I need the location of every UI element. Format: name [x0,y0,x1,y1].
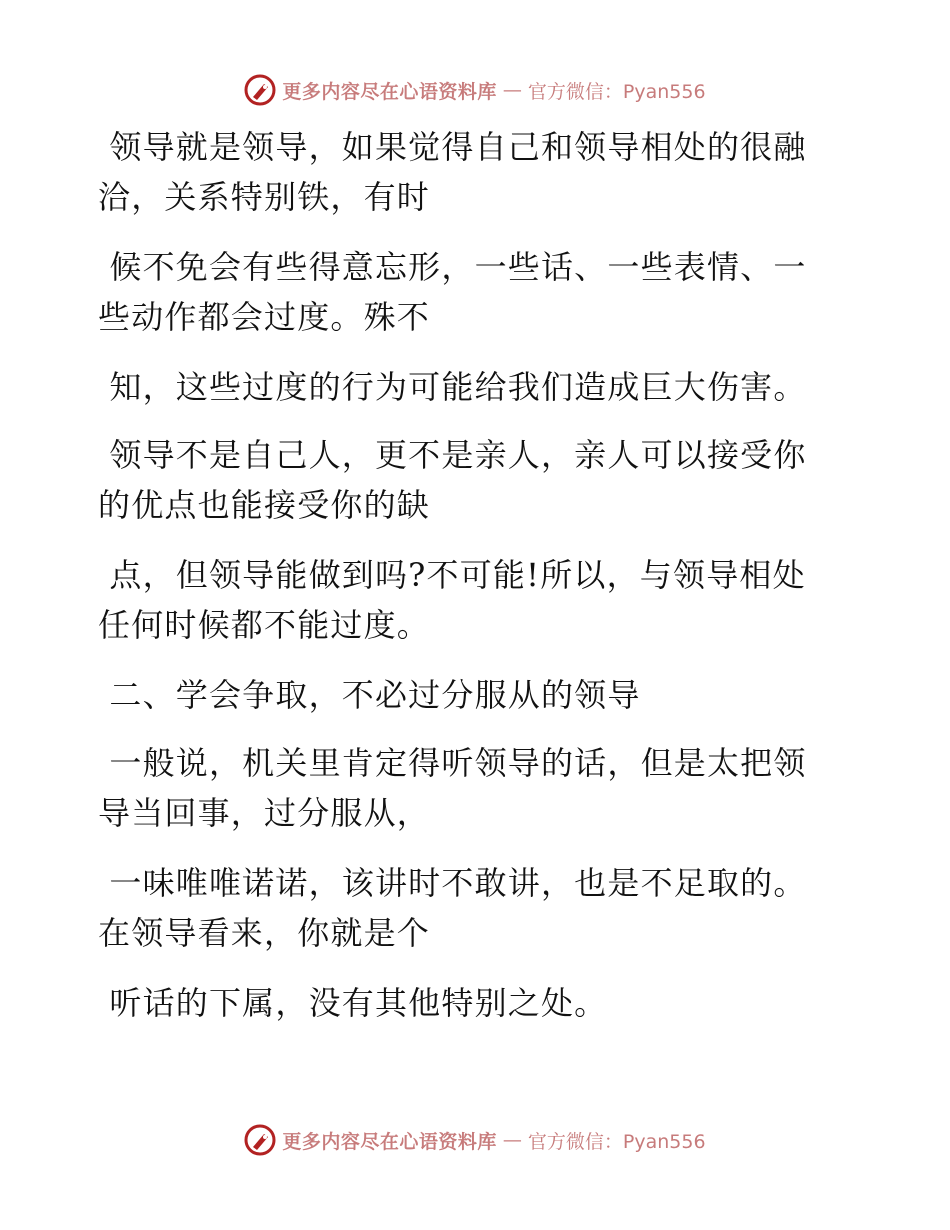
pen-logo-icon [244,74,276,106]
pen-logo-icon [244,1124,276,1156]
paragraph-2: 候不免会有些得意忘形，一些话、一些表情、一些动作都会过度。殊不 [98,248,807,336]
paragraph-6: 一般说，机关里肯定得听领导的话，但是太把领导当回事，过分服从， [98,744,807,832]
banner-text: 更多内容尽在心语资料库 [282,1130,497,1153]
banner-text: 更多内容尽在心语资料库 [282,80,497,103]
paragraph-5: 点，但领导能做到吗?不可能!所以，与领导相处任何时候都不能过度。 [98,556,806,644]
paragraph-4: 领导不是自己人，更不是亲人，亲人可以接受你的优点也能接受你的缺 [98,436,807,524]
paragraph-8: 听话的下属，没有其他特别之处。 [98,984,608,1022]
paragraph-1: 领导就是领导，如果觉得自己和领导相处的很融洽，关系特别铁，有时 [98,128,807,216]
paragraph-7: 一味唯唯诺诺，该讲时不敢讲，也是不足取的。在领导看来，你就是个 [98,864,807,952]
banner-separator: — [502,1129,522,1151]
header-banner [0,70,950,110]
banner-wechat: 官方微信：Pyan556 [527,80,706,103]
section-heading: 二、学会争取，不必过分服从的领导 [98,676,641,714]
banner-separator: — [502,79,522,101]
paragraph-3: 知，这些过度的行为可能给我们造成巨大伤害。 [98,368,807,406]
banner-wechat: 官方微信：Pyan556 [527,1130,706,1153]
document-body [98,122,838,1046]
footer-banner [0,1120,950,1160]
